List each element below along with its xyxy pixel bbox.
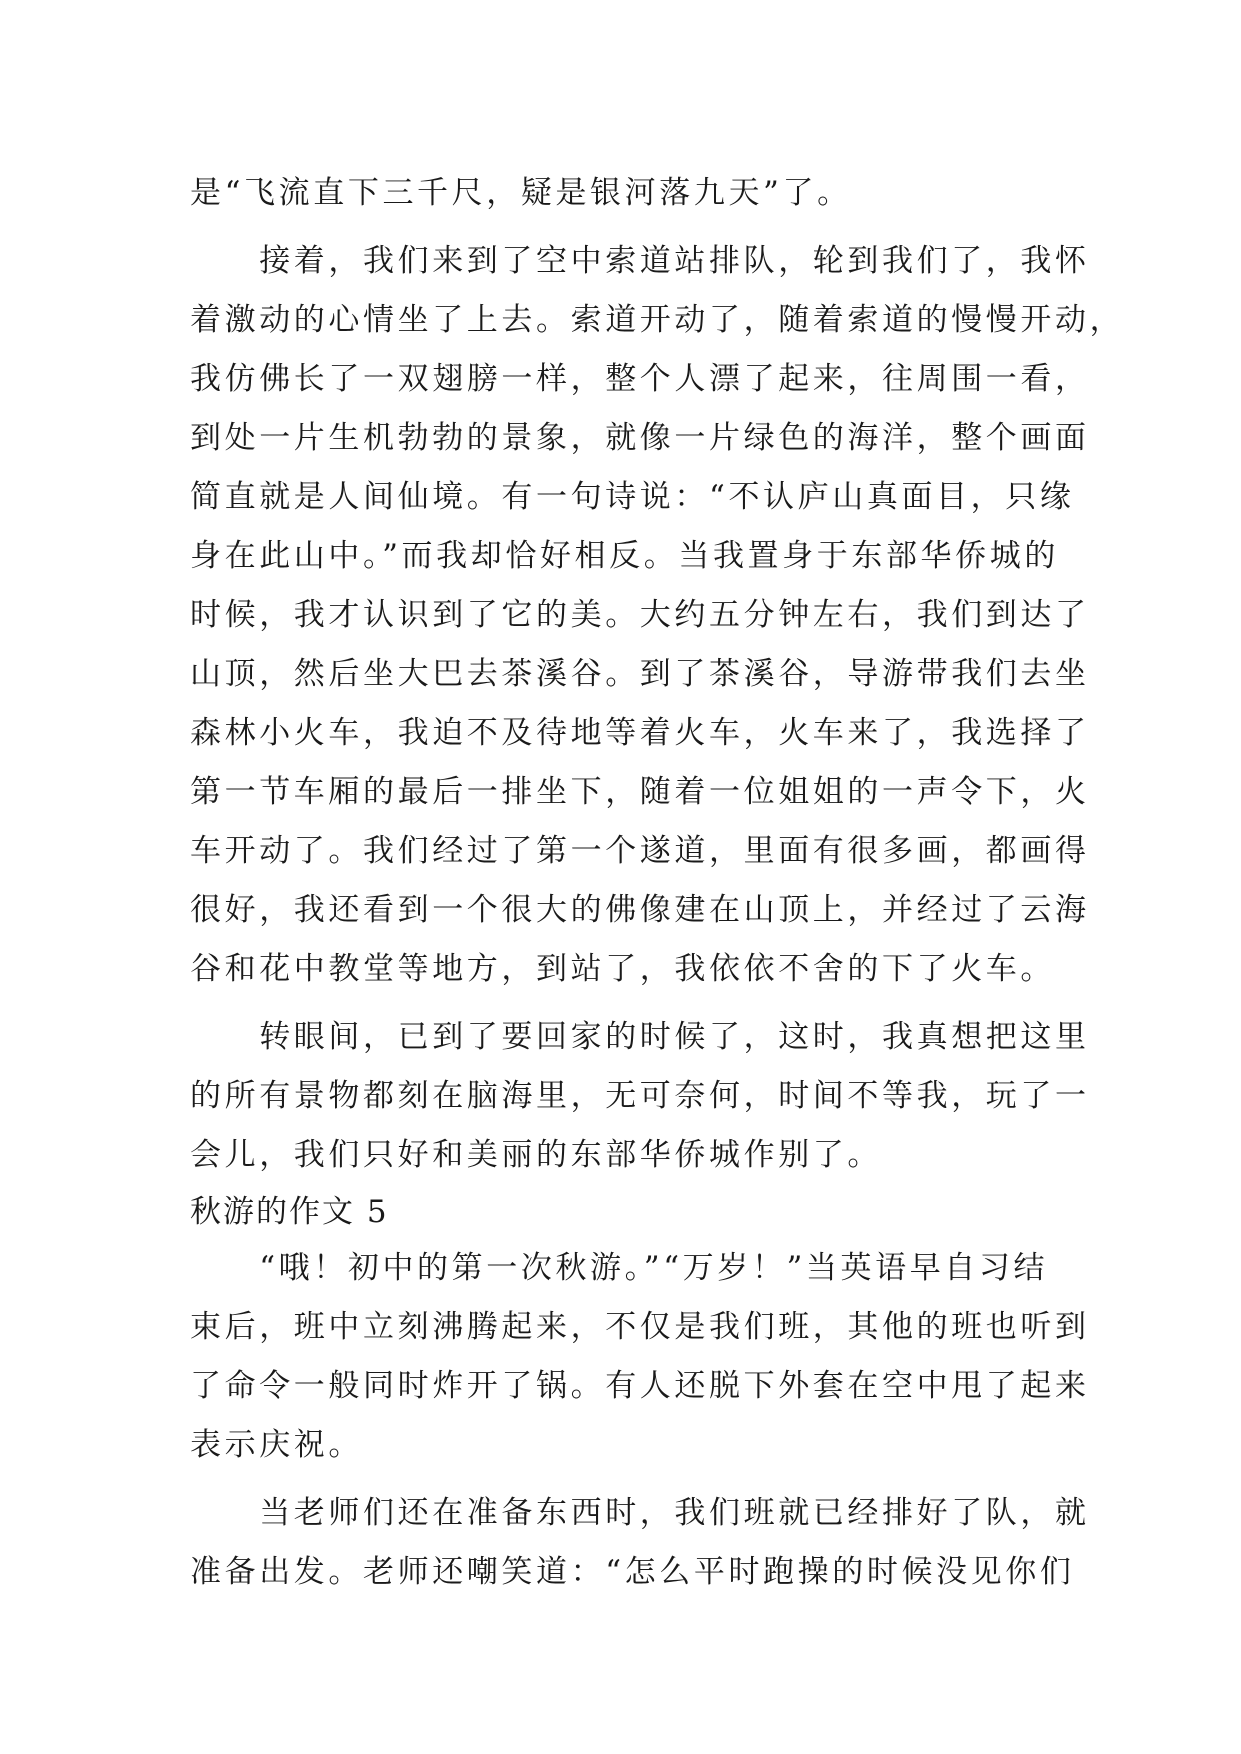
text-line: 当老师们还在准备东西时，我们班就已经排好了队，就 <box>190 1495 1090 1531</box>
section-heading <box>190 1185 1050 1239</box>
text-line: 谷和花中教堂等地方，到站了，我依依不舍的下了火车。 <box>190 951 1055 987</box>
paragraph <box>190 1008 1090 1185</box>
text-line: 时候，我才认识到了它的美。大约五分钟左右，我们到达了 <box>190 597 1090 633</box>
text-line: 车开动了。我们经过了第一个遂道，里面有很多画，都画得 <box>190 833 1090 869</box>
paragraph <box>190 1239 1090 1475</box>
text-line: 简直就是人间仙境。有一句诗说：“不认庐山真面目，只缘 <box>190 479 1075 515</box>
text-line: 的所有景物都刻在脑海里，无可奈何，时间不等我，玩了一 <box>190 1078 1090 1114</box>
text-line: 森林小火车，我迫不及待地等着火车，火车来了，我选择了 <box>190 715 1090 751</box>
text-line: 身在此山中。”而我却恰好相反。当我置身于东部华侨城的 <box>190 538 1059 574</box>
text-line: 了命令一般同时炸开了锅。有人还脱下外套在空中甩了起来 <box>190 1368 1090 1404</box>
paragraph <box>190 232 1125 999</box>
text-line: 转眼间，已到了要回家的时候了，这时，我真想把这里 <box>190 1019 1090 1055</box>
text-line: 会儿，我们只好和美丽的东部华侨城作别了。 <box>190 1137 882 1173</box>
paragraph <box>190 1484 1090 1602</box>
text-line: 很好，我还看到一个很大的佛像建在山顶上，并经过了云海 <box>190 892 1090 928</box>
text-line: 我仿佛长了一双翅膀一样，整个人漂了起来，往周围一看， <box>190 361 1090 397</box>
text-line: 束后，班中立刻沸腾起来，不仅是我们班，其他的班也听到 <box>190 1309 1090 1345</box>
text-line: 山顶，然后坐大巴去茶溪谷。到了茶溪谷，导游带我们去坐 <box>190 656 1090 692</box>
document-page <box>190 164 1125 1602</box>
text-line: 接着，我们来到了空中索道站排队，轮到我们了，我怀 <box>190 243 1090 279</box>
text-line: 着激动的心情坐了上去。索道开动了，随着索道的慢慢开动， <box>190 302 1125 338</box>
paragraph <box>190 164 1050 223</box>
text-line: 第一节车厢的最后一排坐下，随着一位姐姐的一声令下，火 <box>190 774 1090 810</box>
text-line: 到处一片生机勃勃的景象，就像一片绿色的海洋，整个画面 <box>190 420 1090 456</box>
text-line: 是“飞流直下三千尺，疑是银河落九天”了。 <box>190 175 852 211</box>
text-line: 准备出发。老师还嘲笑道：“怎么平时跑操的时候没见你们 <box>190 1554 1075 1590</box>
text-line: “哦！初中的第一次秋游。”“万岁！”当英语早自习结 <box>190 1250 1049 1286</box>
heading-line: 秋游的作文 5 <box>190 1194 389 1230</box>
text-line: 表示庆祝。 <box>190 1427 363 1463</box>
